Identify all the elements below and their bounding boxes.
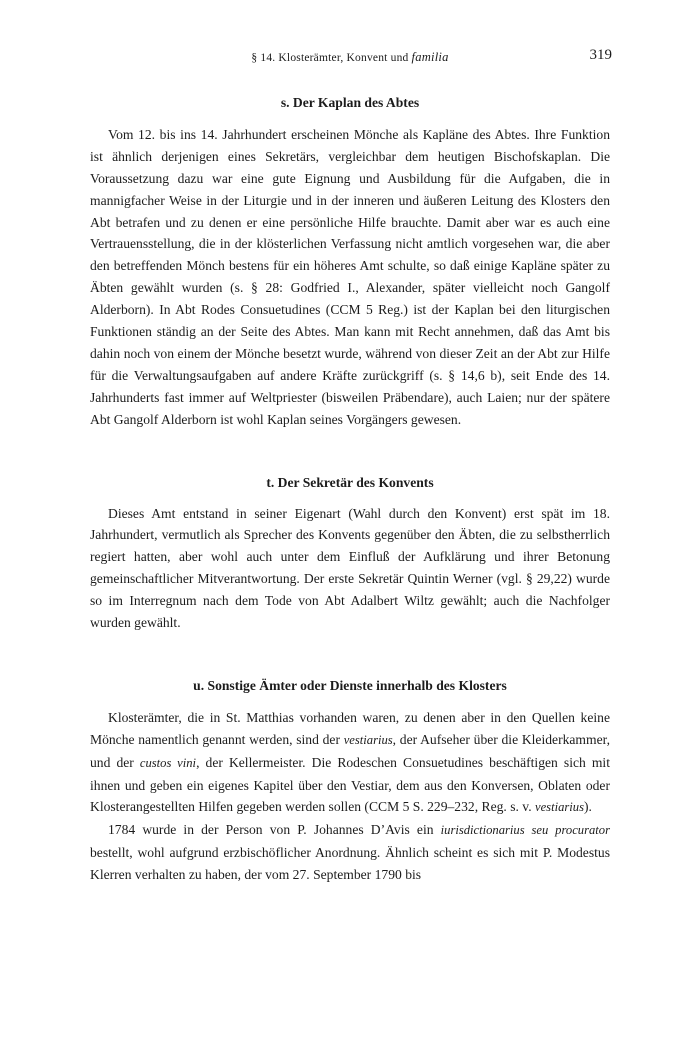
italic-term-custos-vini: custos vini bbox=[139, 755, 197, 770]
running-head bbox=[90, 50, 610, 65]
paragraph-t: Dieses Amt entstand in seiner Eigenart (Wahl durch den Konvent) erst spät im 18. Jahrhundert, vermutlich als Sprecher des Konvents gegenüber den Äbten, die zu selbstherrlich regiert hatten, aber wohl auch unter dem Einfluß der Aufklärung und ihrer Betonung gemeinschaftlicher Mitverantwortung. Der erste Sekretär Quintin Werner (vgl. § 29,22) wurde so im Interregnum nach dem Tode von Abt Adalbert Wiltz gewählt; auch die Nachfolger wurden gewählt. bbox=[90, 505, 610, 631]
italic-term-vestiarius: vestiarius bbox=[343, 732, 393, 747]
paragraph-u-2 bbox=[90, 819, 610, 886]
page-number: 319 bbox=[589, 47, 612, 63]
section-heading-u: u. Sonstige Ämter oder Dienste innerhalb des Klosters bbox=[193, 677, 507, 693]
text-run: 1784 wurde in der Person von P. Johannes D’Avis ein bbox=[108, 822, 441, 838]
italic-term-iurisdictionarius: iurisdictionarius seu procurator bbox=[440, 823, 610, 838]
text-run: ). bbox=[583, 799, 592, 815]
section-heading-t: t. Der Sekretär des Konvents bbox=[266, 474, 434, 490]
text-run: , der Kellermeister. Die Rodeschen Consuetudines beschäftigen sich mit ihnen und geben ein eigenes Kapitel über den Vestiar, dem aus den Konversen, Oblaten oder Klosterangestellten Hilfen gegeben werden sollen (CCM 5 S. 229–232, Reg. s. v. bbox=[90, 754, 610, 815]
running-head-italic: familia bbox=[411, 50, 449, 64]
paragraph-u-1 bbox=[90, 707, 610, 820]
paragraph-s: Vom 12. bis ins 14. Jahrhundert erscheinen Mönche als Kapläne des Abtes. Ihre Funktion ist ähnlich derjenigen eines Sekretärs, vergleichbar dem heutigen Bischofskaplan. Die Voraussetzung dazu war eine gute Eignung und Ausbildung für die Aufgaben, die in mannigfacher Weise in der Liturgie und in der inneren und äußeren Leitung des Klosters den Abt betrafen und zu denen er eine persönliche Hilfe brauchte. Damit aber war es auch eine Vertrauensstellung, die in der klösterlichen Verfassung nicht amtlich vorgesehen war, die aber den betreffenden Mönch bestens für ein höheres Amt schulte, so daß einige Kapläne später zu Äbten gewählt wurden (s. § 28: Godfried I., Alexander, später vielleicht noch Gangolf Alderborn). In Abt Rodes Consuetudines (CCM 5 Reg.) ist der Kaplan bei den liturgischen Funktionen ständig an der Seite des Abtes. Man kann mit Recht annehmen, daß das Amt bis dahin noch von einem der Mönche besetzt wurde, während von dieser Zeit an der Abt zur Hilfe für die Verwaltungsaufgaben auf andere Kräfte zurückgriff (s. § 14,6 b), seit Ende des 14. Jahrhunderts fast immer auf Weltpriester (bisweilen Präbendare), auch Laien; nur der spätere Abt Gangolf Alderborn ist wohl Kaplan seines Vorgängers gewesen. bbox=[90, 126, 610, 427]
body-text bbox=[90, 92, 610, 886]
italic-term-vestiarius-ref: vestiarius bbox=[535, 800, 584, 815]
text-run: bestellt, wohl aufgrund erzbischöflicher Anordnung. Ähnlich scheint es sich mit P. Modestus Klerren verhalten zu haben, der vom 27. September 1790 bis bbox=[90, 845, 610, 883]
running-head-text: § 14. Klosterämter, Konvent und bbox=[251, 52, 412, 64]
section-heading-s: s. Der Kaplan des Abtes bbox=[280, 95, 420, 110]
text-run: Klosterämter, die in St. Matthias vorhanden waren, zu denen aber in den Quellen keine Mönche namentlich genannt werden, sind der bbox=[90, 709, 610, 747]
text-run: , der Aufseher über die Kleiderkammer, und der bbox=[90, 731, 610, 770]
